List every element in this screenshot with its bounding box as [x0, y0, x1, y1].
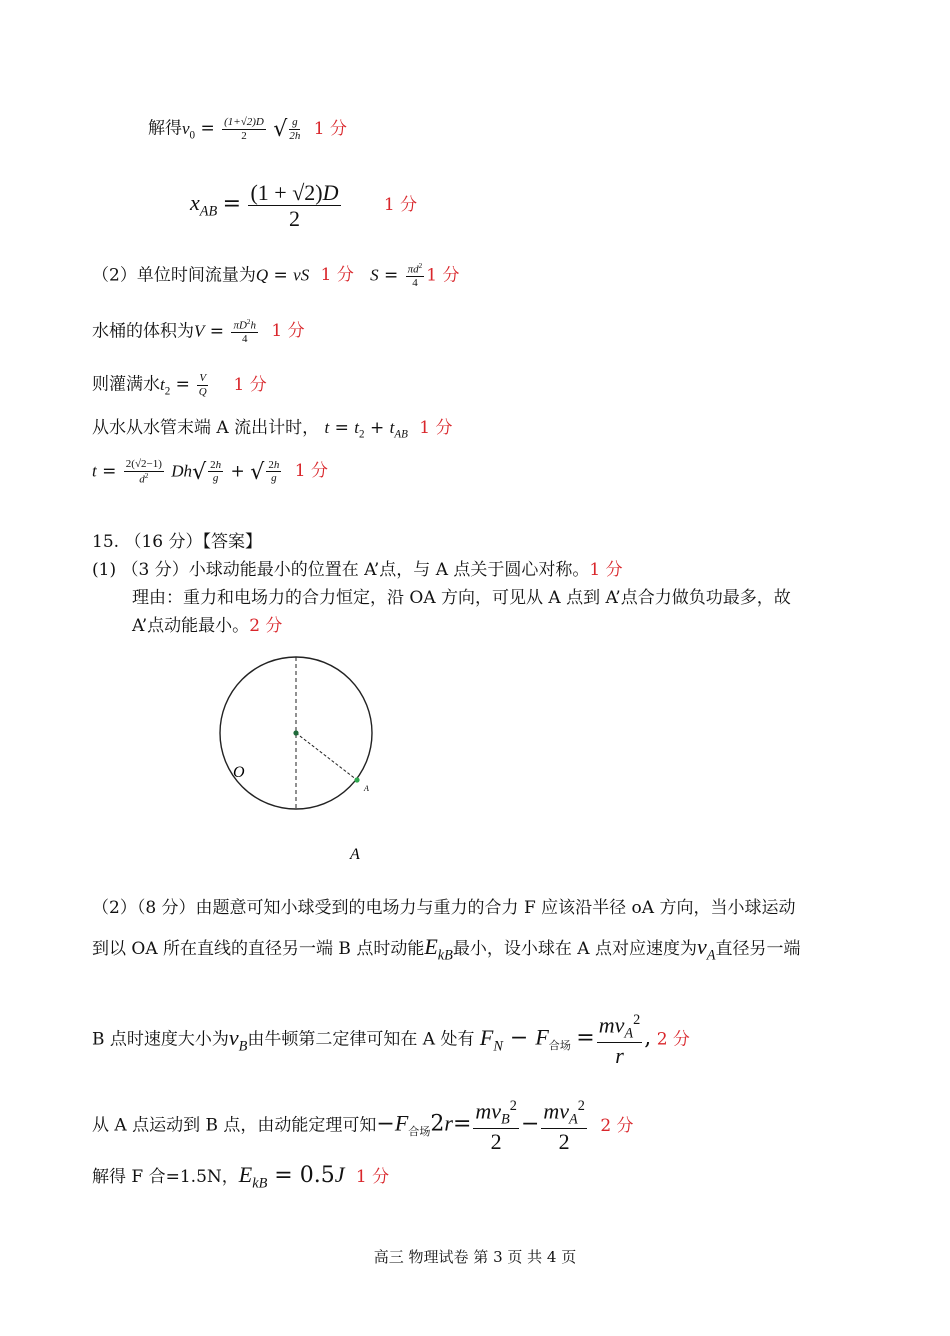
point-a [354, 777, 359, 782]
points-badge: 1 分 [589, 560, 623, 580]
flow-rate-line: （2）单位时间流量为Q = vS 1 分 S = $\frac{\pi d^2}{4}$ 1 分 [92, 262, 460, 290]
fill-time-text: 则灌满水 [92, 374, 160, 395]
radius-to-a [296, 733, 357, 780]
points-badge: 1 分 [419, 418, 453, 438]
part2-line5: 解得 F 合=1.5N，$E_{kB} = 0.5J$ 1 分 [92, 1162, 390, 1192]
part2-line3-b: 由牛顿第二定律可知在 A 处有 [247, 1029, 475, 1050]
volume-text: 水桶的体积为 [92, 321, 194, 342]
circle-diagram [200, 640, 400, 870]
solution-v0: 解得$v_0$ = $\frac{(1+√2)D}{2}$ √ $\frac{g}{2h}$ 1 分 [148, 116, 348, 143]
points-badge: 1 分 [383, 195, 418, 216]
fill-time-line: 则灌满水$t_2$ = $\frac{V}{Q}$ 1 分 [92, 372, 267, 398]
total-time-formula: t = $\frac{2(√2-1)}{d^2}$ Dh√ $\frac{2h}{g}$ + √ $\frac{2h}{g}$ 1 分 [92, 458, 328, 486]
solution-xab: $x_{AB}$ = $\frac{(1 + √2)D}{2}$ 1 分 [190, 180, 418, 232]
points-badge: 1 分 [355, 1167, 390, 1187]
q15-part1 [92, 559, 623, 581]
he-chang-sub: 合场 [408, 1125, 431, 1139]
part2-line2-a: 到以 OA 所在直线的直径另一端 B 点时动能 [92, 939, 425, 959]
points-badge: 1 分 [320, 265, 354, 286]
points-badge: 1 分 [426, 265, 460, 286]
reason-line-2-text: A’点动能最小。 [132, 616, 250, 636]
volume-line: 水桶的体积为V = $\frac{\pi D^2h}{4}$ 1 分 [92, 318, 305, 346]
reason-line-2 [132, 615, 282, 637]
part2-line2-b: 最小，设小球在 A 点对应速度为 [452, 939, 697, 959]
part2-line3-a: B 点时速度大小为 [92, 1029, 229, 1050]
label-a-big: A [350, 846, 360, 863]
part2-line2-c: 直径另一端 [715, 939, 801, 959]
solution-v0-prefix: 解得 [148, 118, 182, 139]
he-chang-sub: 合场 [548, 1039, 571, 1053]
total-time-text: 从水从水管末端 A 流出计时， [92, 418, 320, 438]
reason-line-1: 理由：重力和电场力的合力恒定，沿 OA 方向，可见从 A 点到 A’点合力做负功最多，故 [132, 588, 791, 608]
part2-line4: 从 A 点运动到 B 点，由动能定理可知$-F_{合场}2r=$ $\frac{mv_B^2}{2}$ − $\frac{mv_A^2}{2}$ 2 分 [92, 1098, 634, 1155]
points-badge: 1 分 [271, 321, 305, 342]
label-o: O [233, 764, 245, 781]
points-badge: 1 分 [294, 461, 328, 482]
q15-part1-text: (1) （3 分）小球动能最小的位置在 A’点，与 A 点关于圆心对称。 [92, 560, 590, 580]
total-time-line: 从水从水管末端 A 流出计时， $t = t_2 + t_{AB}$ 1 分 [92, 418, 453, 441]
points-badge: 2 分 [249, 616, 283, 636]
part2-line1: （2）（8 分）由题意可知小球受到的电场力与重力的合力 F 应该沿半径 oA 方向，当小球运动 [92, 898, 796, 918]
points-badge: 1 分 [233, 374, 267, 395]
points-badge: 2 分 [656, 1029, 690, 1050]
question-15-header: 15. （16 分）【答案】 [92, 532, 262, 552]
flow-rate-text: （2）单位时间流量为 [92, 265, 256, 286]
label-a-small: A [364, 784, 369, 793]
center-point [293, 730, 298, 735]
page-footer: 高三 物理试卷 第 3 页 共 4 页 [373, 1248, 577, 1266]
points-badge: 1 分 [313, 118, 348, 139]
points-badge: 2 分 [600, 1115, 634, 1136]
part2-line4-a: 从 A 点运动到 B 点，由动能定理可知 [92, 1115, 377, 1136]
part2-line2: 到以 OA 所在直线的直径另一端 B 点时动能$E_{kB}$最小，设小球在 A 点对应速度为$v_A$直径另一端 [92, 934, 801, 964]
part2-line5-a: 解得 F 合=1.5N， [92, 1167, 239, 1187]
part2-line3: B 点时速度大小为$v_B$由牛顿第二定律可知在 A 处有 $F_N - F_{合场}$ = $\frac{mv_A^2}{r}$ , 2 分 [92, 1012, 690, 1069]
